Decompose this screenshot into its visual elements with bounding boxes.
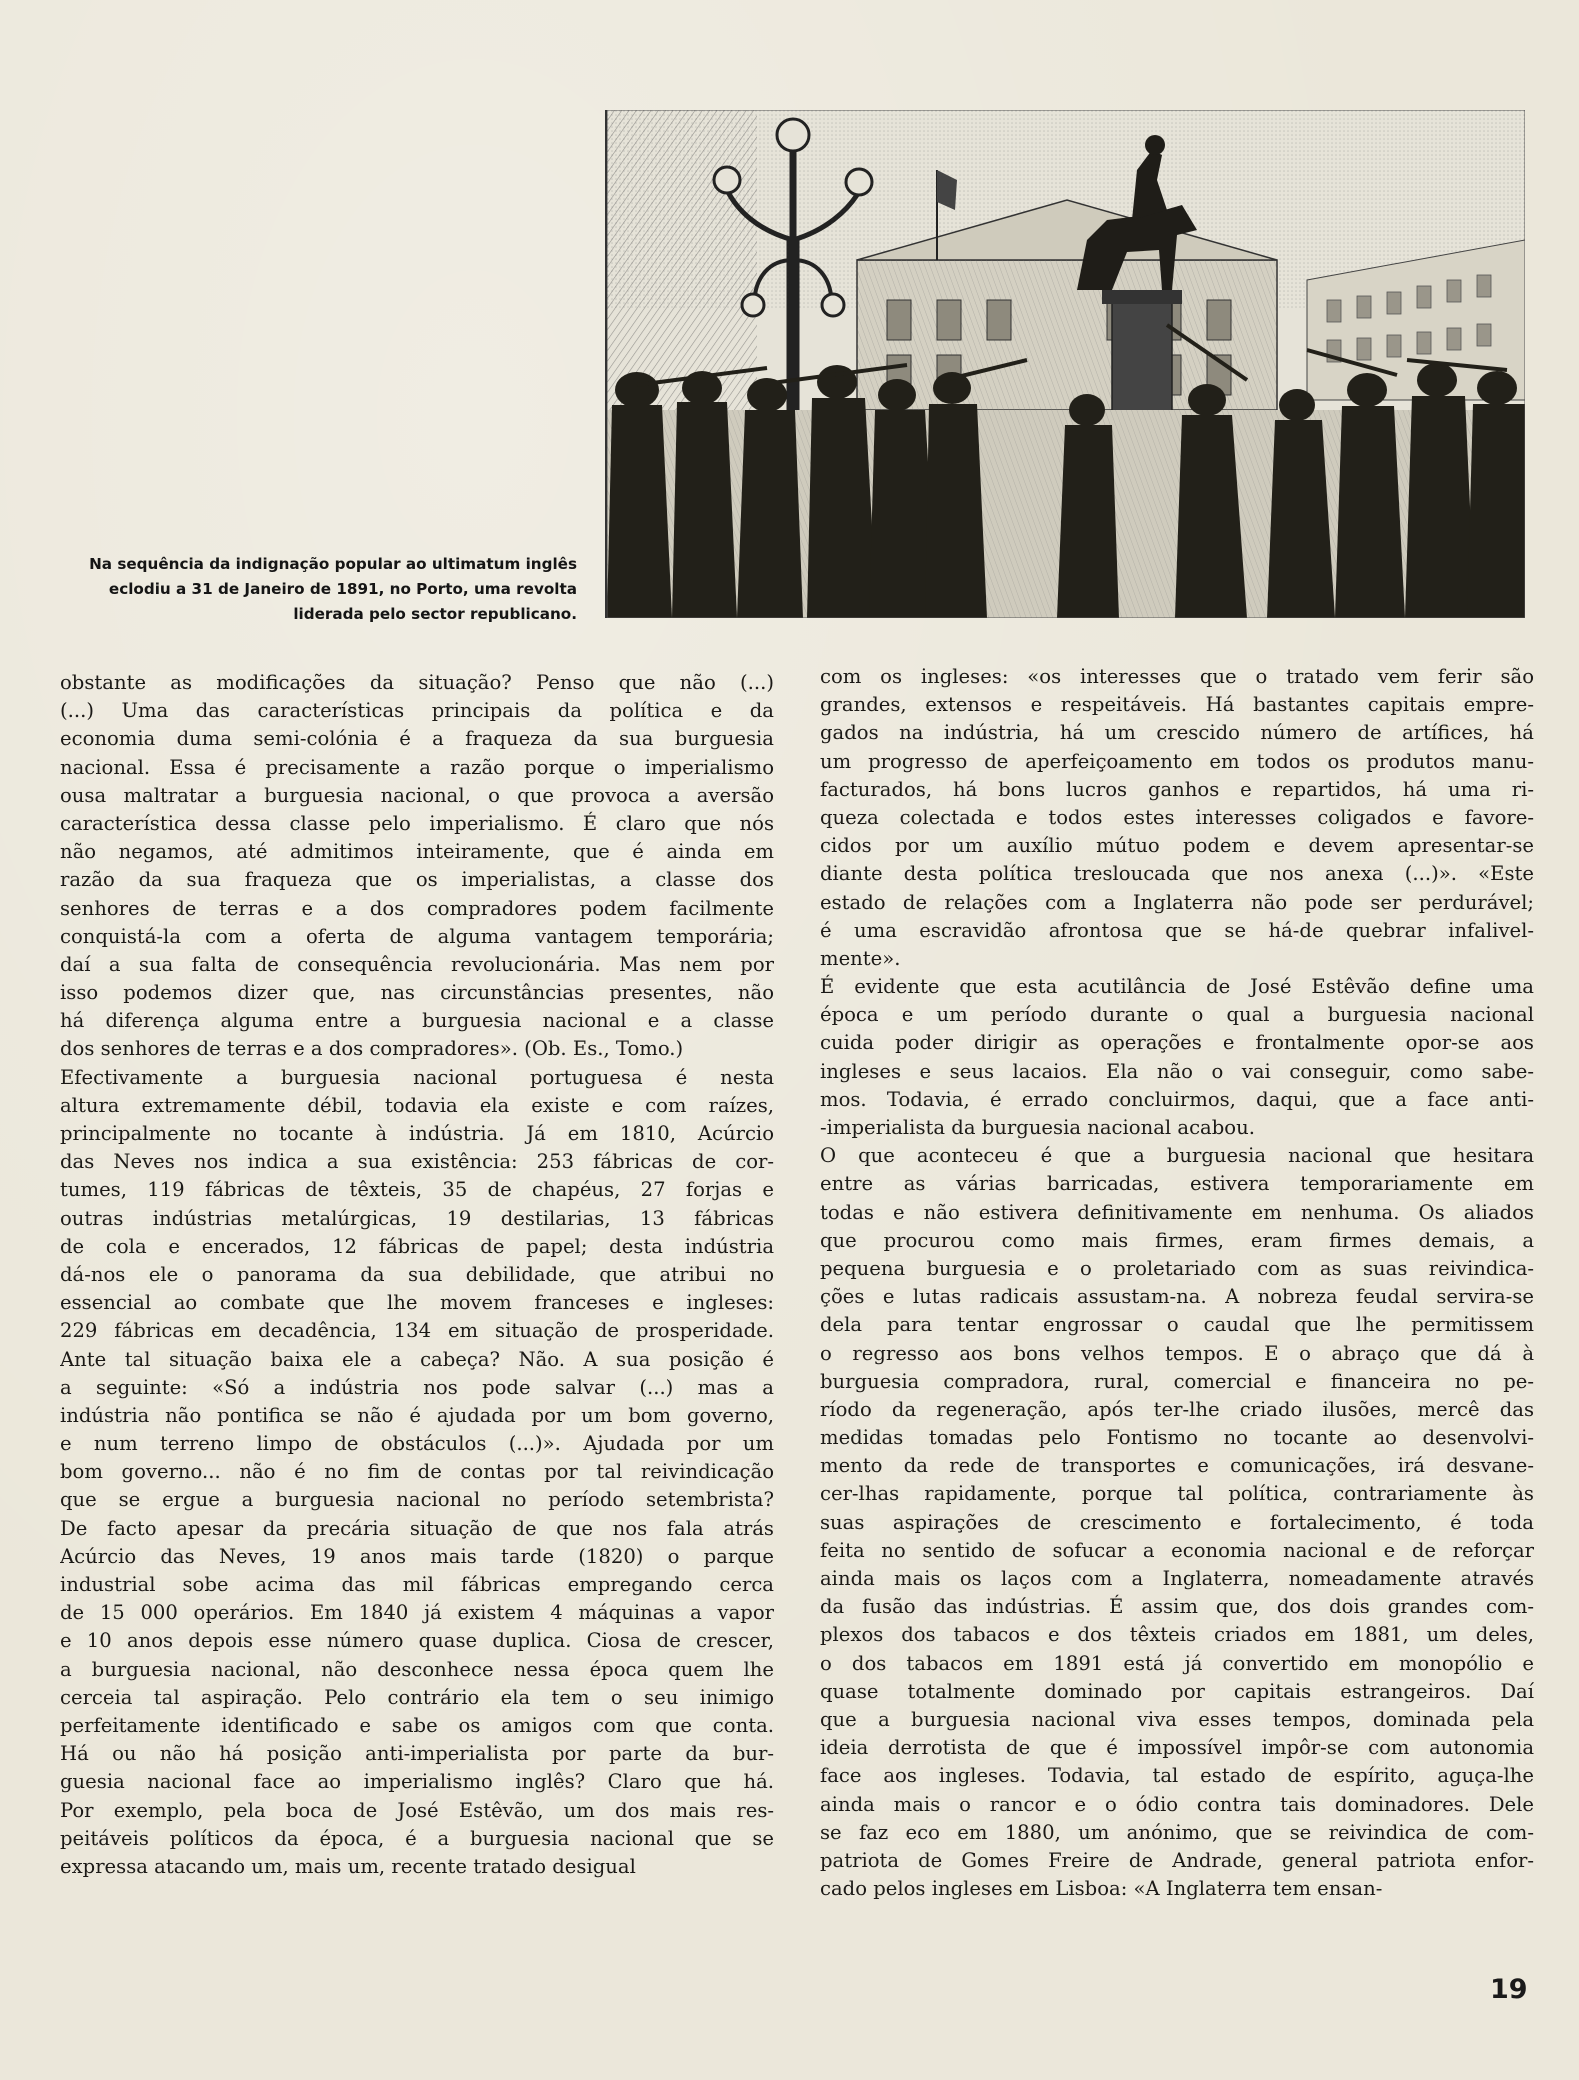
text-line: estado de relações com a Inglaterra não pode ser perdurável; <box>820 890 1534 914</box>
text-line: 229 fábricas em decadência, 134 em situação de prosperidade. <box>60 1319 774 1343</box>
text-line: cerceia tal aspiração. Pelo contrário ela tem o seu inimigo <box>60 1685 774 1709</box>
right-text-column <box>820 663 1534 1903</box>
text-line: queza colectada e todos estes interesses coligados e favore- <box>820 805 1534 829</box>
text-line: todas e não estivera definitivamente em nenhuma. Os aliados <box>820 1200 1534 1224</box>
text-line: bom governo... não é no fim de contas por tal reivindicação <box>60 1460 774 1484</box>
text-line: cer-lhas rapidamente, porque tal política, contrariamente às <box>820 1482 1534 1506</box>
text-line: mento da rede de transportes e comunicações, irá desvane- <box>820 1454 1534 1478</box>
text-line: expressa atacando um, mais um, recente tratado desigual <box>60 1854 636 1878</box>
text-line: mos. Todavia, é errado concluirmos, daqui, que a face anti- <box>820 1087 1534 1111</box>
text-line: razão da sua fraqueza que os imperialistas, a classe dos <box>60 868 774 892</box>
text-line: das Neves nos indica a sua existência: 253 fábricas de cor- <box>60 1150 774 1174</box>
text-line: economia duma semi-colónia é a fraqueza da sua burguesia <box>60 727 774 751</box>
text-line: entre as várias barricadas, estivera temporariamente em <box>820 1172 1534 1196</box>
text-line: O que aconteceu é que a burguesia nacional que hesitara <box>820 1144 1534 1168</box>
text-line: ingleses e seus lacaios. Ela não o vai conseguir, como sabe- <box>820 1059 1534 1083</box>
text-line: industrial sobe acima das mil fábricas empregando cerca <box>60 1573 774 1596</box>
text-line: de cola e encerados, 12 fábricas de papel; desta indústria <box>60 1234 774 1258</box>
text-line: e 10 anos depois esse número quase duplica. Ciosa de crescer, <box>60 1629 774 1653</box>
text-line: que a burguesia nacional viva esses tempos, dominada pela <box>820 1707 1534 1731</box>
text-line: que se ergue a burguesia nacional no período setembrista? <box>60 1488 774 1512</box>
text-line: feita no sentido de sofucar a economia nacional e de reforçar <box>820 1538 1534 1562</box>
text-line: É evidente que esta acutilância de José Estêvão define uma <box>820 975 1534 999</box>
text-line: essencial ao combate que lhe movem franceses e ingleses: <box>60 1291 774 1315</box>
text-line: peitáveis políticos da época, é a burguesia nacional que se <box>60 1826 774 1850</box>
text-line: que procurou como mais firmes, eram firmes demais, a <box>820 1228 1534 1252</box>
text-line: dá-nos ele o panorama da sua debilidade, que atribui no <box>60 1262 774 1286</box>
text-line: a burguesia nacional, não desconhece nessa época quem lhe <box>60 1657 774 1681</box>
text-line: perfeitamente identificado e sabe os amigos com que conta. <box>60 1713 774 1737</box>
text-line: indústria não pontifica se não é ajudada por um bom governo, <box>60 1403 774 1427</box>
text-line: pequena burguesia e o proletariado com as suas reivindica- <box>820 1256 1534 1280</box>
caption-line: eclodiu a 31 de Janeiro de 1891, no Porto, uma revolta <box>108 580 577 598</box>
text-line: da fusão das indústrias. É assim que, dos dois grandes com- <box>820 1595 1534 1619</box>
caption-line: Na sequência da indignação popular ao ultimatum inglês <box>89 555 577 573</box>
text-line: o dos tabacos em 1891 está já convertido em monopólio e <box>820 1651 1534 1675</box>
text-line: Acúrcio das Neves, 19 anos mais tarde (1820) o parque <box>60 1544 774 1568</box>
text-line: Há ou não há posição anti-imperialista por parte da bur- <box>60 1742 774 1766</box>
text-line: a seguinte: «Só a indústria nos pode salvar (...) mas a <box>60 1375 774 1399</box>
text-line: cuida poder dirigir as operações e frontalmente opor-se aos <box>820 1031 1534 1055</box>
text-line: cado pelos ingleses em Lisboa: «A Inglaterra tem ensan- <box>820 1877 1383 1901</box>
text-line: plexos dos tabacos e dos têxteis criados em 1881, um deles, <box>820 1623 1534 1647</box>
text-line: gados na indústria, há um crescido número de artífices, há <box>820 721 1534 745</box>
image-caption <box>54 552 577 627</box>
text-line: suas aspirações de crescimento e fortalecimento, é toda <box>820 1510 1534 1534</box>
caption-line: liderada pelo sector republicano. <box>293 605 577 623</box>
text-line: se faz eco em 1880, um anónimo, que se reivindica de com- <box>820 1820 1534 1844</box>
text-line: época e um período durante o qual a burguesia nacional <box>820 1003 1534 1027</box>
text-line: isso podemos dizer que, nas circunstâncias presentes, não <box>60 981 774 1005</box>
text-line: ideia derrotista de que é impossível impôr-se com autonomia <box>820 1736 1534 1760</box>
text-line: é uma escravidão afrontosa que se há-de quebrar infalivel- <box>820 918 1534 942</box>
text-line: mente». <box>820 946 901 970</box>
text-line: medidas tomadas pelo Fontismo no tocante ao desenvolvi- <box>820 1426 1534 1450</box>
revolt-engraving-image <box>607 110 1525 618</box>
text-line: há diferença alguma entre a burguesia nacional e a classe <box>60 1009 774 1033</box>
text-line: um progresso de aperfeiçoamento em todos os produtos manu- <box>820 749 1534 773</box>
text-line: dela para tentar engrossar o caudal que lhe permitissem <box>820 1313 1534 1337</box>
text-line: principalmente no tocante à indústria. Já em 1810, Acúrcio <box>60 1122 774 1145</box>
text-line: de 15 000 operários. Em 1840 já existem 4 máquinas a vapor <box>60 1601 774 1625</box>
text-line: e num terreno limpo de obstáculos (...)». Ajudada por um <box>60 1432 774 1456</box>
text-line: diante desta política tresloucada que nos anexa (...)». «Este <box>820 862 1534 886</box>
text-line: característica dessa classe pelo imperialismo. É claro que nós <box>60 811 774 835</box>
text-line: senhores de terras e a dos compradores podem facilmente <box>60 896 774 920</box>
text-line: não negamos, até admitimos inteiramente, que é ainda em <box>60 840 774 864</box>
show-through-text <box>45 22 605 562</box>
text-line: ainda mais o rancor e o ódio contra tais dominadores. Dele <box>820 1792 1534 1816</box>
left-text-column <box>60 669 774 1881</box>
text-line: face aos ingleses. Todavia, tal estado de espírito, aguça-lhe <box>820 1764 1534 1788</box>
text-line: daí a sua falta de consequência revolucionária. Mas nem por <box>60 952 774 976</box>
text-line: Ante tal situação baixa ele a cabeça? Não. A sua posição é <box>60 1347 774 1371</box>
text-line: -imperialista da burguesia nacional acabou. <box>820 1116 1255 1139</box>
text-line: facturados, há bons lucros ganhos e repartidos, há uma ri- <box>820 777 1534 801</box>
text-line: quase totalmente dominado por capitais estrangeiros. Daí <box>820 1679 1534 1703</box>
text-line: outras indústrias metalúrgicas, 19 destilarias, 13 fábricas <box>60 1206 774 1230</box>
text-line: burguesia compradora, rural, comercial e financeira no pe- <box>820 1369 1534 1393</box>
text-line: Efectivamente a burguesia nacional portuguesa é nesta <box>60 1065 774 1089</box>
text-line: guesia nacional face ao imperialismo inglês? Claro que há. <box>60 1770 774 1794</box>
text-line: obstante as modificações da situação? Penso que não (...) <box>60 671 774 694</box>
text-line: com os ingleses: «os interesses que o tratado vem ferir são <box>820 665 1534 688</box>
page-number: 19 <box>1490 1974 1528 2005</box>
text-line: o regresso aos bons velhos tempos. E o abraço que dá à <box>820 1341 1534 1365</box>
illustration <box>605 110 1525 618</box>
text-line: altura extremamente débil, todavia ela existe e com raízes, <box>60 1093 774 1117</box>
text-line: nacional. Essa é precisamente a razão porque o imperialismo <box>60 755 774 779</box>
text-line: cidos por um auxílio mútuo podem e devem apresentar-se <box>820 834 1534 858</box>
text-line: Por exemplo, pela boca de José Estêvão, um dos mais res- <box>60 1798 774 1822</box>
text-line: patriota de Gomes Freire de Andrade, general patriota enfor- <box>820 1848 1534 1872</box>
text-line: ainda mais os laços com a Inglaterra, nomeadamente através <box>820 1567 1534 1590</box>
text-line: grandes, extensos e respeitáveis. Há bastantes capitais empre- <box>820 693 1534 717</box>
text-line: tumes, 119 fábricas de têxteis, 35 de chapéus, 27 forjas e <box>60 1178 774 1202</box>
text-line: ríodo da regeneração, após ter-lhe criado ilusões, mercê das <box>820 1397 1534 1421</box>
text-line: ções e lutas radicais assustam-na. A nobreza feudal servira-se <box>820 1285 1534 1309</box>
text-line: ousa maltratar a burguesia nacional, o que provoca a aversão <box>60 783 774 807</box>
text-line: (...) Uma das características principais da política e da <box>60 699 774 723</box>
text-line: dos senhores de terras e a dos compradores». (Ob. Es., Tomo.) <box>60 1037 684 1061</box>
text-line: conquistá-la com a oferta de alguma vantagem temporária; <box>60 924 774 948</box>
text-line: De facto apesar da precária situação de que nos fala atrás <box>60 1516 774 1540</box>
